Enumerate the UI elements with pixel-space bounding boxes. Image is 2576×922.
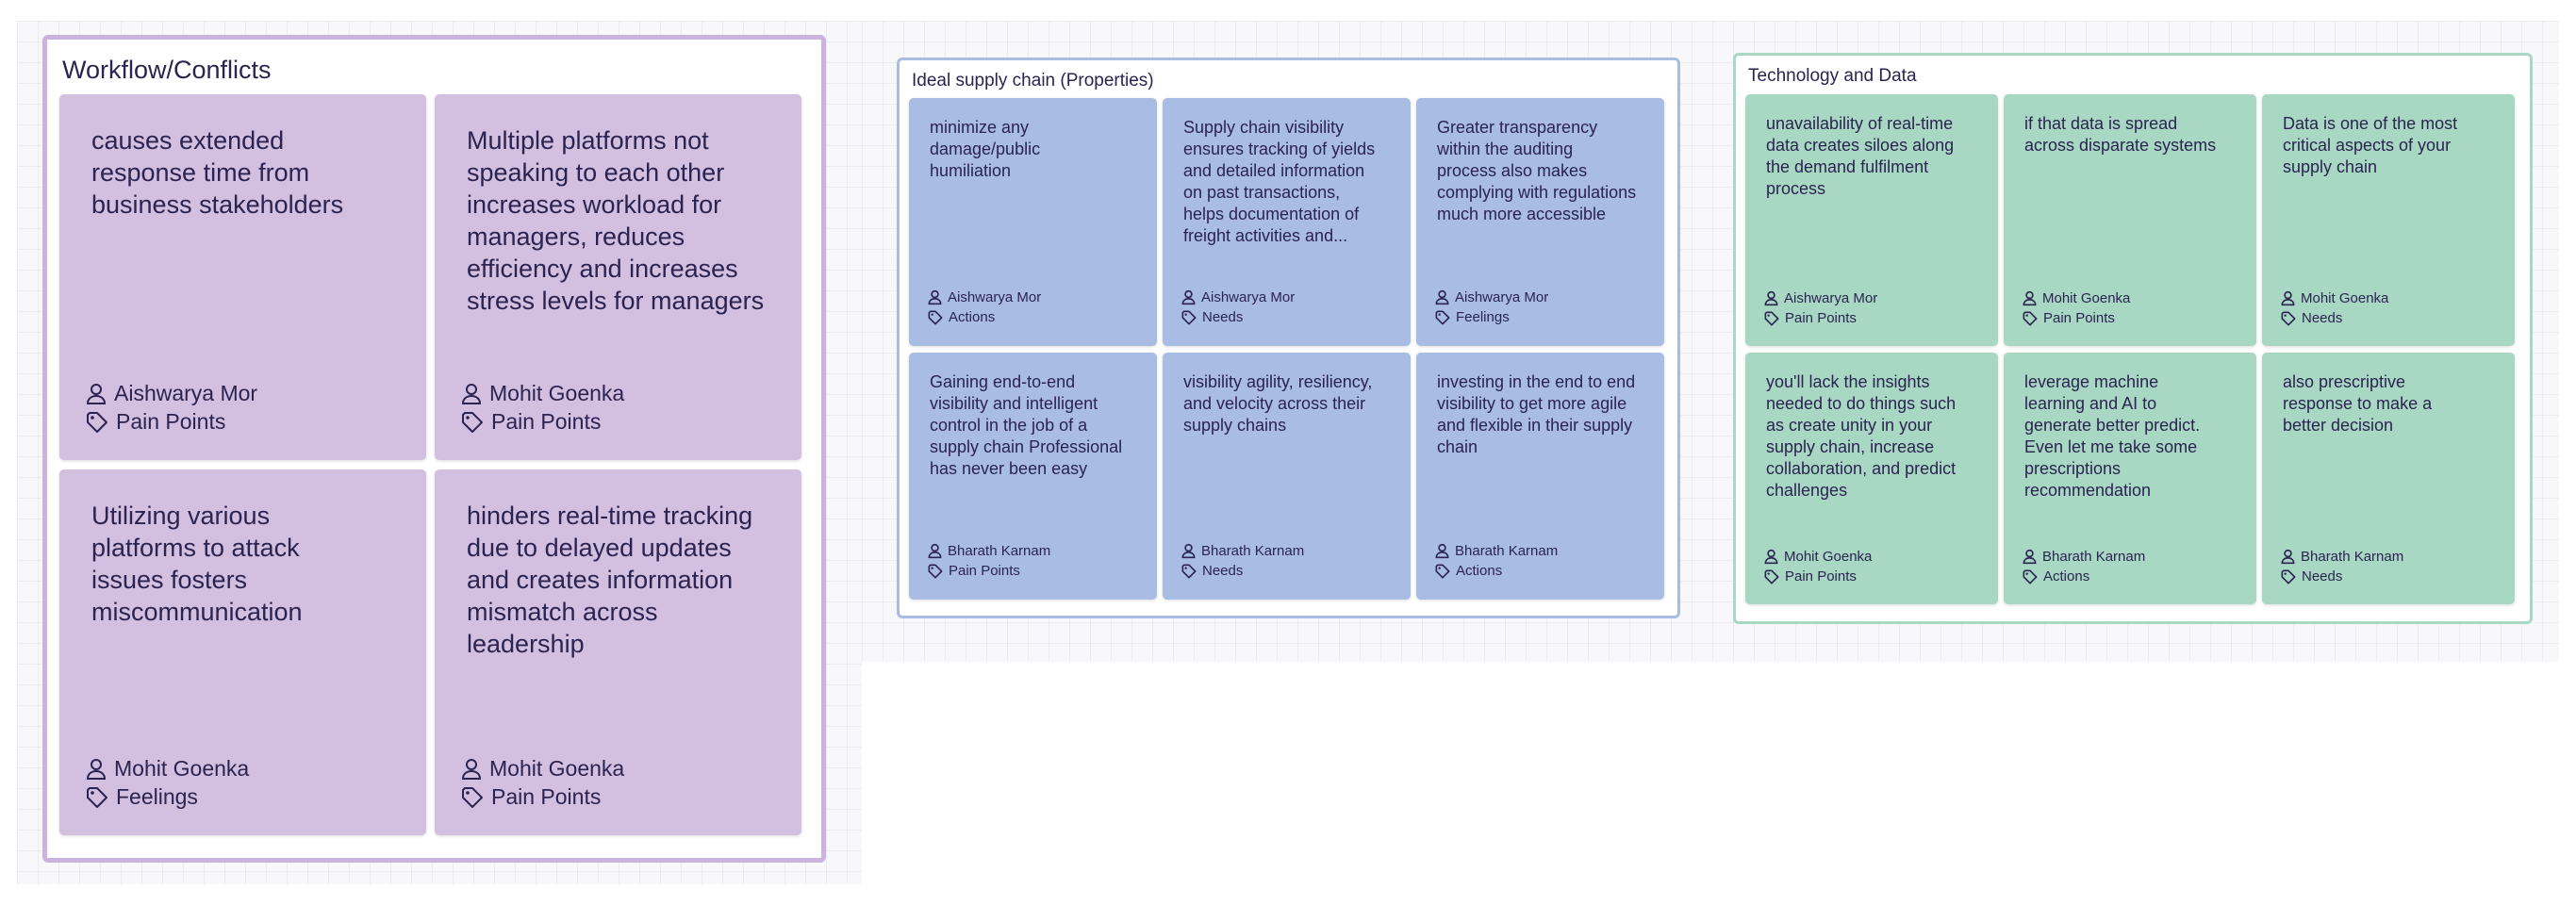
sticky-note[interactable] [1416,353,1664,600]
note-tag [1435,309,1510,325]
tag-icon [1435,564,1450,579]
note-tag [86,409,225,435]
note-text: unavailability of real-time data creates siloes along the demand fulfilment process [1766,114,1955,198]
tag-label: Pain Points [1785,310,1857,326]
sticky-note[interactable] [59,94,426,460]
tag-label: Pain Points [2043,310,2115,326]
sticky-note[interactable] [909,98,1157,346]
tag-icon [928,310,943,325]
author-name: Bharath Karnam [2042,549,2146,565]
sticky-note[interactable] [909,353,1157,600]
tag-label: Needs [1202,309,1244,325]
note-tag [2023,310,2115,326]
note-text: Data is one of the most critical aspects of your supply chain [2283,114,2458,176]
note-author [2023,290,2130,306]
note-author [1764,290,1877,306]
note-author [461,756,624,782]
sticky-note[interactable] [2004,353,2256,604]
author-name: Mohit Goenka [2042,290,2131,306]
tag-icon [1181,310,1197,325]
sticky-note[interactable] [435,469,801,835]
tag-label: Actions [1456,563,1503,579]
sticky-note[interactable] [2262,94,2515,346]
author-name: Bharath Karnam [2301,549,2404,565]
author-name: Aishwarya Mor [1201,289,1296,305]
user-icon [2023,549,2037,565]
note-tag [461,409,601,435]
user-icon [461,758,482,781]
note-tag [461,784,601,810]
user-icon [1181,289,1196,305]
note-text: if that data is spread across disparate systems [2024,114,2217,155]
sticky-note[interactable] [2262,353,2515,604]
tag-icon [2281,311,2296,326]
tag-label: Needs [2302,310,2343,326]
note-text: minimize any damage/public humiliation [930,118,1041,180]
author-name: Mohit Goenka [489,756,625,781]
sticky-note[interactable] [2004,94,2256,346]
frame-title[interactable]: Workflow/Conflicts [62,56,272,84]
note-text: Gaining end-to-end visibility and intelligent control in the job of a supply chain Professional has never been easy [930,372,1123,478]
user-icon [1435,289,1449,305]
tag-label: Feelings [1456,309,1510,325]
note-author [2023,549,2145,565]
note-author [2281,290,2388,306]
sticky-note[interactable] [1163,98,1411,346]
note-tag [1435,563,1502,579]
note-author [86,756,249,782]
note-author [1181,543,1304,559]
user-icon [1181,543,1196,559]
note-author [1435,543,1558,559]
note-text: Greater transparency within the auditing process also makes complying with regulations much more accessible [1437,118,1637,223]
note-tag [1181,563,1243,579]
tag-label: Actions [949,309,996,325]
note-text: causes extended response time from business stakeholders [91,126,344,219]
note-author [1181,289,1295,305]
tag-label: Needs [1202,563,1244,579]
sticky-note[interactable] [1745,353,1998,604]
frame-title[interactable]: Ideal supply chain (Properties) [912,71,1154,91]
note-author [461,381,624,406]
note-text: visibility agility, resiliency, and velocity across their supply chains [1183,372,1373,435]
author-name: Bharath Karnam [1455,543,1559,559]
tag-label: Pain Points [491,409,602,434]
author-name: Mohit Goenka [2301,290,2389,306]
user-icon [928,543,942,559]
author-name: Aishwarya Mor [114,381,258,405]
tag-icon [1181,564,1197,579]
tag-label: Needs [2302,568,2343,584]
note-text: you'll lack the insights needed to do things such as create unity in your supply chain, increase collaboration, and predict challenges [1766,372,1957,500]
tag-icon [2281,569,2296,584]
note-text: hinders real-time tracking due to delayed updates and creates information mismatch across leadership [467,502,753,658]
note-text: Multiple platforms not speaking to each other increases workload for managers, reduces efficiency and increases stress levels for managers [467,126,765,315]
note-author [86,381,257,406]
sticky-note[interactable] [1163,353,1411,600]
tag-icon [86,786,108,809]
note-author [1435,289,1548,305]
note-author [2281,549,2403,565]
tag-label: Pain Points [949,563,1020,579]
note-tag [928,563,1020,579]
author-name: Mohit Goenka [114,756,250,781]
tag-icon [1764,311,1779,326]
tag-icon [928,564,943,579]
tag-icon [1764,569,1779,584]
sticky-note[interactable] [59,469,426,835]
note-tag [928,309,995,325]
note-author [1764,549,1872,565]
tag-icon [86,411,108,434]
tag-label: Pain Points [116,409,226,434]
user-icon [2281,290,2295,306]
user-icon [2281,549,2295,565]
note-tag [1764,310,1857,326]
note-text: Utilizing various platforms to attack issues fosters miscommunication [91,502,303,626]
user-icon [2023,290,2037,306]
author-name: Bharath Karnam [1201,543,1305,559]
tag-label: Pain Points [1785,568,1857,584]
author-name: Aishwarya Mor [1455,289,1549,305]
note-text: also prescriptive response to make a better decision [2283,372,2433,435]
tag-label: Pain Points [491,784,602,809]
note-author [928,289,1041,305]
author-name: Mohit Goenka [1784,549,1873,565]
user-icon [1764,549,1778,565]
tag-icon [461,786,484,809]
user-icon [928,289,942,305]
tag-icon [1435,310,1450,325]
author-name: Aishwarya Mor [948,289,1042,305]
note-tag [1181,309,1243,325]
sticky-note[interactable] [1416,98,1664,346]
note-tag [2281,568,2342,584]
frame-title[interactable]: Technology and Data [1748,66,1917,86]
author-name: Bharath Karnam [948,543,1051,559]
note-tag [2023,568,2089,584]
note-author [928,543,1050,559]
user-icon [86,758,107,781]
sticky-note[interactable] [435,94,801,460]
note-text: Supply chain visibility ensures tracking of yields and detailed information on past transactions, helps documentation of freight activities and... [1183,118,1376,245]
tag-icon [2023,311,2038,326]
user-icon [86,383,107,405]
note-text: investing in the end to end visibility to get more agile and flexible in their supply chain [1437,372,1636,456]
tag-icon [461,411,484,434]
note-tag [86,784,198,810]
sticky-note[interactable] [1745,94,1998,346]
tag-icon [2023,569,2038,584]
tag-label: Actions [2043,568,2090,584]
author-name: Aishwarya Mor [1784,290,1878,306]
note-tag [2281,310,2342,326]
note-tag [1764,568,1857,584]
tag-label: Feelings [116,784,198,809]
author-name: Mohit Goenka [489,381,625,405]
user-icon [1764,290,1778,306]
user-icon [1435,543,1449,559]
user-icon [461,383,482,405]
note-text: leverage machine learning and AI to generate better predict. Even let me take some prescriptions recommendation [2024,372,2201,500]
